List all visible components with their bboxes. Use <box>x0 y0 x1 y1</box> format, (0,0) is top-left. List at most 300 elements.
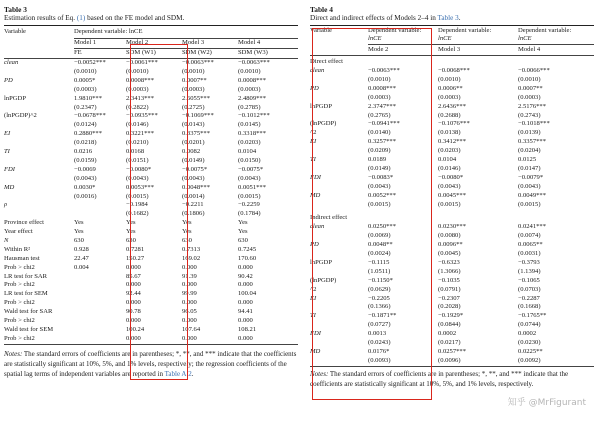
table-row <box>4 148 298 157</box>
row-label: ^2 <box>310 129 317 137</box>
model-4-header: Model 4 <box>238 39 261 47</box>
table-cell: (0.0703) <box>518 285 541 293</box>
row-label: LR test for SAR <box>4 272 48 280</box>
table-cell: 2.4809*** <box>238 94 267 102</box>
variable-header-r: Variable <box>310 27 332 35</box>
table-row <box>4 68 298 77</box>
row-label: TI <box>4 148 10 156</box>
table-cell: 0.000 <box>126 316 141 324</box>
table-cell: (0.0043) <box>438 182 461 190</box>
model-3-header-r: Model 3 <box>438 45 461 53</box>
table-cell: (0.0230) <box>518 338 541 346</box>
table-cell: Yes <box>182 219 192 227</box>
table-cell: 0.0096** <box>438 241 463 249</box>
table-cell: −0.1871** <box>368 312 397 320</box>
table-cell: 0.2880*** <box>74 130 103 138</box>
table-cell: 0.000 <box>182 334 197 342</box>
table3-body <box>4 59 298 344</box>
table-row <box>4 95 298 104</box>
table-cell: 0.0048** <box>368 241 393 249</box>
table-row <box>4 308 298 317</box>
table-cell: (0.0003) <box>126 85 149 93</box>
row-label: MD <box>310 191 321 199</box>
table-cell: 85.67 <box>126 272 141 280</box>
spec-2: SDM (W1) <box>126 49 156 57</box>
table-cell: −0.0075* <box>238 165 264 173</box>
table-cell: (0.0010) <box>518 76 541 84</box>
table-row <box>310 191 594 200</box>
row-label: Prob > chi2 <box>4 334 35 342</box>
table-row <box>310 232 594 241</box>
table4-number: Table 4 <box>310 5 333 14</box>
row-label: N <box>4 236 9 244</box>
notes-text: The standard errors of coefficients are in parentheses; *, **, and *** indicate that the coefficients are statistically significant at 10%, 5%, and 1% levels, respectively; the regression coefficients of the spatial lag terms of independent variables are reported in <box>4 349 297 379</box>
table-cell: (0.0143) <box>182 121 205 129</box>
table3-specs-row <box>4 49 298 58</box>
table-cell: (0.0010) <box>368 76 391 84</box>
table-row <box>4 130 298 139</box>
table-cell: (0.0080) <box>438 232 461 240</box>
row-label: FDI <box>310 330 321 338</box>
table-cell: −0.0068*** <box>438 67 470 75</box>
table-cell: (0.0146) <box>438 164 461 172</box>
table-cell: 0.0013 <box>368 330 387 338</box>
table-cell: (0.2725) <box>182 103 205 111</box>
table-cell: (0.0074) <box>518 232 541 240</box>
table-cell: −0.6323 <box>438 258 460 266</box>
table-cell: −0.0079* <box>518 173 544 181</box>
table-cell: (0.0201) <box>182 139 205 147</box>
table-row <box>4 219 298 228</box>
table-cell: −0.1018*** <box>518 120 550 128</box>
table-row <box>310 111 594 120</box>
row-label: Within R² <box>4 245 31 253</box>
direct-effect-label: Direct effect <box>310 58 344 66</box>
table-cell: (0.0015) <box>238 192 261 200</box>
dependent-variable-header: Dependent variable: lnCE <box>74 27 143 35</box>
table-cell: 0.0241*** <box>518 223 547 231</box>
table3-link[interactable]: Table 3 <box>437 14 459 22</box>
table-cell: (0.0149) <box>182 156 205 164</box>
table-row <box>4 112 298 121</box>
table-cell: (0.0010) <box>182 68 205 76</box>
table-cell: (0.0010) <box>438 76 461 84</box>
table-row <box>310 120 594 129</box>
table-cell: 0.0048*** <box>182 183 211 191</box>
table-cell: 2.3413*** <box>126 94 155 102</box>
table-cell: −0.1765** <box>518 312 547 320</box>
table-cell: −0.0063*** <box>368 67 400 75</box>
row-label: EI <box>310 294 317 302</box>
spec-1: FE <box>74 49 82 57</box>
table-cell: (0.0243) <box>368 338 391 346</box>
table-cell: (0.0727) <box>368 321 391 329</box>
row-label: FDI <box>4 165 15 173</box>
table-cell: 0.3357*** <box>518 138 547 146</box>
table-cell: (0.0744) <box>518 321 541 329</box>
table-cell: 630 <box>74 236 84 244</box>
table-cell: 0.0006** <box>438 84 463 92</box>
table3-header-row <box>4 26 298 38</box>
table-cell: 0.0051*** <box>238 183 267 191</box>
direct-effect-body <box>310 67 594 209</box>
table-cell: (0.0045) <box>438 250 461 258</box>
table3-caption <box>4 15 298 25</box>
table-cell: −0.0083* <box>368 173 394 181</box>
table-row <box>4 263 298 272</box>
table-cell: (0.0069) <box>368 232 391 240</box>
table-cell: 0.000 <box>126 281 141 289</box>
table-cell: −0.0069 <box>74 165 96 173</box>
table-cell: 107.64 <box>182 325 201 333</box>
table-row <box>310 312 594 321</box>
notes-label-r: Notes: <box>310 369 329 378</box>
table-cell: 0.0168 <box>126 148 145 156</box>
table-cell: −0.1012*** <box>238 112 270 120</box>
table-cell: (0.2765) <box>368 111 391 119</box>
table-cell: Yes <box>74 228 84 236</box>
table-cell: −0.3793 <box>518 258 540 266</box>
indirect-effect-body <box>310 223 594 365</box>
table-row <box>310 103 594 112</box>
table-cell: (0.0043) <box>182 174 205 182</box>
row-label: clean <box>4 59 19 67</box>
table-cell: (1.0511) <box>368 267 391 275</box>
row-label: PD <box>4 76 13 84</box>
table-cell: (0.0210) <box>126 139 149 147</box>
table-cell: −0.1065 <box>518 276 540 284</box>
table-cell: 0.000 <box>238 263 253 271</box>
table-cell: −0.2211 <box>182 201 204 209</box>
table-cell: 90.78 <box>126 308 141 316</box>
table-cell: 0.0257*** <box>438 347 467 355</box>
table-cell: 0.0189 <box>368 156 387 164</box>
table-cell: (0.0043) <box>126 174 149 182</box>
row-label: LR test for SEM <box>4 290 48 298</box>
table-cell: (0.0138) <box>438 129 461 137</box>
table-cell: −0.0052*** <box>74 59 106 67</box>
table-cell: (0.0016) <box>74 192 97 200</box>
table-cell: 0.0104 <box>438 156 457 164</box>
table-cell: −0.0941*** <box>368 120 400 128</box>
table-cell: (0.0151) <box>126 156 149 164</box>
table-cell: 99.99 <box>182 290 197 298</box>
row-label: ^2 <box>310 285 317 293</box>
table-row <box>4 103 298 112</box>
table-row <box>310 357 594 366</box>
table-cell: −0.0935*** <box>126 112 158 120</box>
row-label: (lnPGDP)^2 <box>4 112 37 120</box>
table-cell: (0.2347) <box>74 103 97 111</box>
table-row <box>310 174 594 183</box>
table3-caption-post: based on the FE model and SDM. <box>85 14 185 22</box>
table-cell: −0.1069*** <box>182 112 214 120</box>
table-row <box>4 299 298 308</box>
table-row <box>310 129 594 138</box>
lnce-header-1: lnCE <box>368 35 382 43</box>
table-row <box>310 94 594 103</box>
row-label: Wald test for SAR <box>4 308 53 316</box>
table-cell: (0.0043) <box>368 182 391 190</box>
table-cell: 0.0002 <box>438 330 457 338</box>
table3-models-row <box>4 39 298 48</box>
table-cell: 90.42 <box>238 272 253 280</box>
table-cell: (0.0146) <box>126 121 149 129</box>
row-label: Prob > chi2 <box>4 316 35 324</box>
table-cell: 0.0176* <box>368 347 390 355</box>
table-cell: −0.1984 <box>126 201 148 209</box>
table-cell: (0.1366) <box>368 303 391 311</box>
table-row <box>4 166 298 175</box>
table-cell: 0.000 <box>182 263 197 271</box>
table-cell: −0.0678*** <box>74 112 106 120</box>
table3-number: Table 3 <box>4 5 27 14</box>
table-row <box>4 290 298 299</box>
table-cell: (0.0015) <box>518 200 541 208</box>
table-row <box>310 85 594 94</box>
table-cell: (0.0145) <box>238 121 261 129</box>
table-cell: 170.60 <box>238 254 257 262</box>
table-row <box>4 183 298 192</box>
model-4-header-r: Model 4 <box>518 45 541 53</box>
table-cell: (0.0003) <box>74 85 97 93</box>
table-cell: (0.0014) <box>182 192 205 200</box>
table-cell: (0.0140) <box>368 129 391 137</box>
table-cell: −0.0080* <box>126 165 152 173</box>
table-row <box>4 246 298 255</box>
table-cell: (0.0003) <box>182 85 205 93</box>
table4-header-row2 <box>310 35 594 44</box>
table-cell: 0.7281 <box>126 245 145 253</box>
table-cell: (0.0139) <box>518 129 541 137</box>
table-cell: 0.0216 <box>74 148 93 156</box>
row-label: (lnPGDP) <box>310 120 337 128</box>
table-cell: (0.2822) <box>126 103 149 111</box>
table-cell: 630 <box>182 236 192 244</box>
table-cell: (0.0003) <box>368 93 391 101</box>
variable-header: Variable <box>4 27 26 35</box>
lnce-header-3: lnCE <box>518 35 532 43</box>
table-cell: (0.0218) <box>74 139 97 147</box>
table-row <box>4 175 298 184</box>
table-cell: −0.1076*** <box>438 120 470 128</box>
table-cell: 0.000 <box>126 334 141 342</box>
table-cell: 0.000 <box>238 334 253 342</box>
indirect-effect-label: Indirect effect <box>310 214 348 222</box>
notes-end: . <box>191 370 194 379</box>
table-cell: (0.0093) <box>368 356 391 364</box>
table-row <box>310 165 594 174</box>
table-cell: 0.0082 <box>182 148 201 156</box>
dep-header-2: Dependent variable: <box>438 27 492 35</box>
model-2-header: Model 2 <box>126 39 149 47</box>
row-label: Year effect <box>4 228 33 236</box>
table-row <box>310 156 594 165</box>
table-cell: 0.000 <box>238 299 253 307</box>
table-cell: Yes <box>238 228 248 236</box>
row-label: Hausman test <box>4 254 40 262</box>
table-row <box>4 326 298 335</box>
table-row <box>4 228 298 237</box>
table-cell: 1.9810*** <box>74 94 103 102</box>
row-label: Prob > chi2 <box>4 299 35 307</box>
table-cell: (0.0003) <box>438 93 461 101</box>
row-label: PD <box>310 241 319 249</box>
table-cell: 0.0008*** <box>368 84 397 92</box>
table-cell: (0.0150) <box>238 156 261 164</box>
table-row <box>310 200 594 209</box>
table-row <box>4 210 298 219</box>
table-cell: (0.0031) <box>518 250 541 258</box>
table-cell: 0.0052*** <box>368 191 397 199</box>
table-cell: 92.44 <box>126 290 141 298</box>
table-cell: −0.1929* <box>438 312 464 320</box>
table-cell: (0.0791) <box>438 285 461 293</box>
row-label: Prob > chi2 <box>4 281 35 289</box>
table-cell: (0.0844) <box>438 321 461 329</box>
table4-panel <box>310 6 594 389</box>
table-cell: 0.3375*** <box>182 130 211 138</box>
table-row <box>4 281 298 290</box>
table-row <box>4 121 298 130</box>
table-row <box>310 339 594 348</box>
table-cell: 0.7245 <box>238 245 257 253</box>
table-cell: (0.2688) <box>438 111 461 119</box>
table-cell: 0.928 <box>74 245 89 253</box>
table-cell: 0.0007** <box>518 84 543 92</box>
table-row <box>4 335 298 344</box>
table-cell: −0.0063*** <box>182 59 214 67</box>
row-label: TI <box>310 156 316 164</box>
table-cell: (0.0043) <box>518 182 541 190</box>
table-cell: 0.0045*** <box>438 191 467 199</box>
row-label: lnPGDP <box>310 258 332 266</box>
table-cell: (0.0629) <box>368 285 391 293</box>
table-cell: −0.0075* <box>182 165 208 173</box>
table-row <box>310 321 594 330</box>
table-cell: 0.3221*** <box>126 130 155 138</box>
table-cell: −0.2205 <box>368 294 390 302</box>
table-cell: 169.02 <box>182 254 201 262</box>
table-cell: (0.2743) <box>518 111 541 119</box>
table-row <box>310 147 594 156</box>
table-row <box>310 259 594 268</box>
table-cell: (0.0010) <box>74 68 97 76</box>
table-row <box>310 250 594 259</box>
table-cell: 108.21 <box>238 325 257 333</box>
table-row <box>310 67 594 76</box>
table-cell: 0.000 <box>126 263 141 271</box>
table-cell: −0.2259 <box>238 201 260 209</box>
table3-panel <box>4 6 298 380</box>
table-cell: Yes <box>238 219 248 227</box>
table-cell: 0.000 <box>182 281 197 289</box>
table-cell: (0.0003) <box>518 93 541 101</box>
table-row <box>310 303 594 312</box>
table-cell: (0.0147) <box>518 164 541 172</box>
table-cell: 100.04 <box>238 290 257 298</box>
table-row <box>4 272 298 281</box>
table-row <box>4 139 298 148</box>
table-cell: 0.000 <box>238 281 253 289</box>
table-cell: 0.0007** <box>182 76 207 84</box>
row-label: MD <box>310 347 321 355</box>
table-row <box>310 348 594 357</box>
table-cell: 2.6436*** <box>438 102 467 110</box>
table-cell: 96.05 <box>182 308 197 316</box>
table4-caption-pre: Direct and indirect effects of Models 2–4 in <box>310 14 438 22</box>
table-cell: −0.0061*** <box>126 59 158 67</box>
table-cell: 150.27 <box>126 254 145 262</box>
row-label: lnPGDP <box>4 94 26 102</box>
table-cell: 0.3257*** <box>368 138 397 146</box>
table-cell: 0.0008*** <box>126 76 155 84</box>
dep-header-1: Dependent variable: <box>368 27 422 35</box>
table-row <box>4 237 298 246</box>
table-cell: (0.0015) <box>368 200 391 208</box>
table-cell: 0.0002 <box>518 330 537 338</box>
table-row <box>4 86 298 95</box>
row-label: FDI <box>310 173 321 181</box>
table-row <box>4 255 298 264</box>
row-label: EI <box>310 138 317 146</box>
table-row <box>310 285 594 294</box>
table-cell: (0.0203) <box>238 139 261 147</box>
table-cell: 0.7313 <box>182 245 201 253</box>
table-cell: 0.0053*** <box>126 183 155 191</box>
row-label: EI <box>4 130 11 138</box>
table-cell: (0.1682) <box>126 210 149 218</box>
table-cell: 0.3318*** <box>238 130 267 138</box>
table-cell: 630 <box>238 236 248 244</box>
table-row <box>310 268 594 277</box>
table-cell: 0.000 <box>182 316 197 324</box>
table-cell: 0.0065** <box>518 241 543 249</box>
table4-caption-post: . <box>458 14 461 22</box>
row-label: clean <box>310 223 325 231</box>
table-cell: −0.2287 <box>518 294 540 302</box>
table-cell: (0.1806) <box>182 210 205 218</box>
table-cell: (0.0124) <box>74 121 97 129</box>
table-row <box>4 317 298 326</box>
table-row <box>4 192 298 201</box>
table-cell: 630 <box>126 236 136 244</box>
table-cell: 0.0250*** <box>368 223 397 231</box>
table-cell: 0.0008*** <box>238 76 267 84</box>
table-row <box>310 330 594 339</box>
table-a2-link[interactable]: Table A.2 <box>164 370 192 379</box>
table4-models-row <box>310 45 594 55</box>
table-cell: Yes <box>126 228 136 236</box>
table-cell: 0.000 <box>238 316 253 324</box>
table-cell: (0.0003) <box>238 85 261 93</box>
table-row <box>4 59 298 68</box>
table-row <box>4 201 298 210</box>
table-cell: 0.000 <box>126 299 141 307</box>
table-cell: 0.0225** <box>518 347 543 355</box>
table-cell: 22.47 <box>74 254 89 262</box>
table-cell: (0.0209) <box>368 147 391 155</box>
notes-label: Notes: <box>4 349 23 358</box>
table-cell: 0.004 <box>74 263 89 271</box>
table-cell: Yes <box>126 219 136 227</box>
eq1-link[interactable]: (1) <box>76 14 86 22</box>
table4-header-row1 <box>310 26 594 35</box>
table-cell: (0.0159) <box>74 156 97 164</box>
table-cell: −0.1035 <box>438 276 460 284</box>
table-cell: −0.0066*** <box>518 67 550 75</box>
row-label: lnPGDP <box>310 102 332 110</box>
